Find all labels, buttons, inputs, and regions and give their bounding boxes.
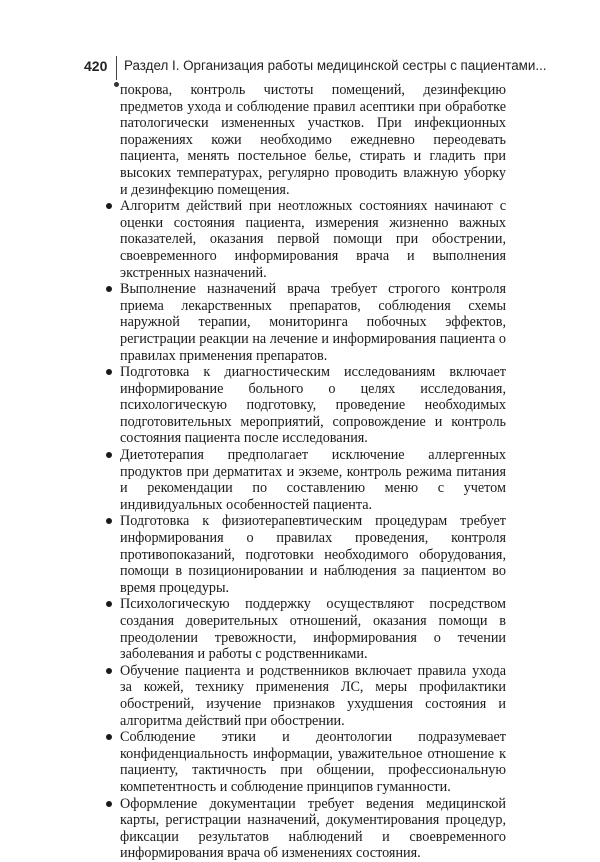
header-divider — [116, 56, 117, 80]
list-item — [120, 596, 506, 662]
bullet-icon — [106, 452, 112, 458]
list-item — [120, 281, 506, 364]
bullet-icon — [106, 801, 112, 807]
running-title: Раздел I. Организация работы медицинской сестры с пациентами... — [124, 58, 547, 73]
bullet-icon — [106, 286, 112, 292]
list-item — [120, 513, 506, 596]
bullet-icon — [106, 601, 112, 607]
bullet-icon — [106, 203, 112, 209]
body-text — [120, 82, 506, 862]
list-item-text: Подготовка к диагностическим исследованиям включает информирование больного о целях исследования, психологическую подготовку, проведение необходимых подготовительных мероприятий, сопровождение и контроль состояния пациента после исследования. — [120, 364, 506, 447]
list-item-text: Соблюдение этики и деонтологии подразумевает конфиденциальность информации, уважительное отношение к пациенту, тактичность при общении, профессиональную компетентность и соблюдение принципов гуманности. — [120, 729, 506, 795]
list-item-text: Подготовка к физиотерапевтическим процедурам требует информирования о правилах проведения, контроля противопоказаний, подготовки необходимого оборудования, помощи в позиционировании и наблюдения за пациентом во время процедуры. — [120, 513, 506, 596]
list-item — [120, 796, 506, 862]
list-item-text: Диетотерапия предполагает исключение аллергенных продуктов при дерматитах и экземе, контроль режима питания и рекомендации по составлению меню с учетом индивидуальных особенностей пациента. — [120, 447, 506, 513]
header-divider-dot — [114, 82, 119, 87]
list-item-text: Оформление документации требует ведения медицинской карты, регистрации назначений, документирования процедур, фиксации результатов наблюдений и своевременного информирования врача об изменениях состояния. — [120, 795, 506, 862]
list-item-text: Обучение пациента и родственников включает правила ухода за кожей, технику применения ЛС, меры профилактики обострений, изучение признаков ухудшения состояния и алгоритма действий при обострении. — [120, 662, 506, 729]
list-item-text: Выполнение назначений врача требует строгого контроля приема лекарственных препаратов, соблюдения схемы наружной терапии, мониторинга побочных эффектов, регистрации реакции на лечение и информирования пациента о правилах применения препаратов. — [120, 281, 506, 364]
intro-paragraph: покрова, контроль чистоты помещений, дезинфекцию предметов ухода и соблюдение правил асептики при обработке патологически измененных участков. При инфекционных поражениях кожи необходимо ежедневно переодевать пациента, менять постельное белье, стирать и гладить при высоких температурах, регулярно проводить влажную уборку и дезинфекцию помещения. — [120, 82, 506, 198]
bullet-icon — [106, 734, 112, 740]
bullet-icon — [106, 369, 112, 375]
bullet-list — [120, 198, 506, 862]
bullet-icon — [106, 518, 112, 524]
list-item — [120, 364, 506, 447]
page-number: 420 — [84, 58, 108, 74]
list-item — [120, 198, 506, 281]
list-item-text: Алгоритм действий при неотложных состояниях начинают с оценки состояния пациента, измерения жизненно важных показателей, оказания первой помощи при обострении, своевременного информирования врача и выполнения экстренных назначений. — [120, 198, 506, 281]
list-item — [120, 663, 506, 729]
list-item-text: Психологическую поддержку осуществляют посредством создания доверительных отношений, оказания помощи в преодолении тревожности, информирования о течении заболевания и работы с родственниками. — [120, 596, 506, 663]
list-item — [120, 729, 506, 795]
page-header — [0, 56, 600, 80]
list-item — [120, 447, 506, 513]
bullet-icon — [106, 668, 112, 674]
